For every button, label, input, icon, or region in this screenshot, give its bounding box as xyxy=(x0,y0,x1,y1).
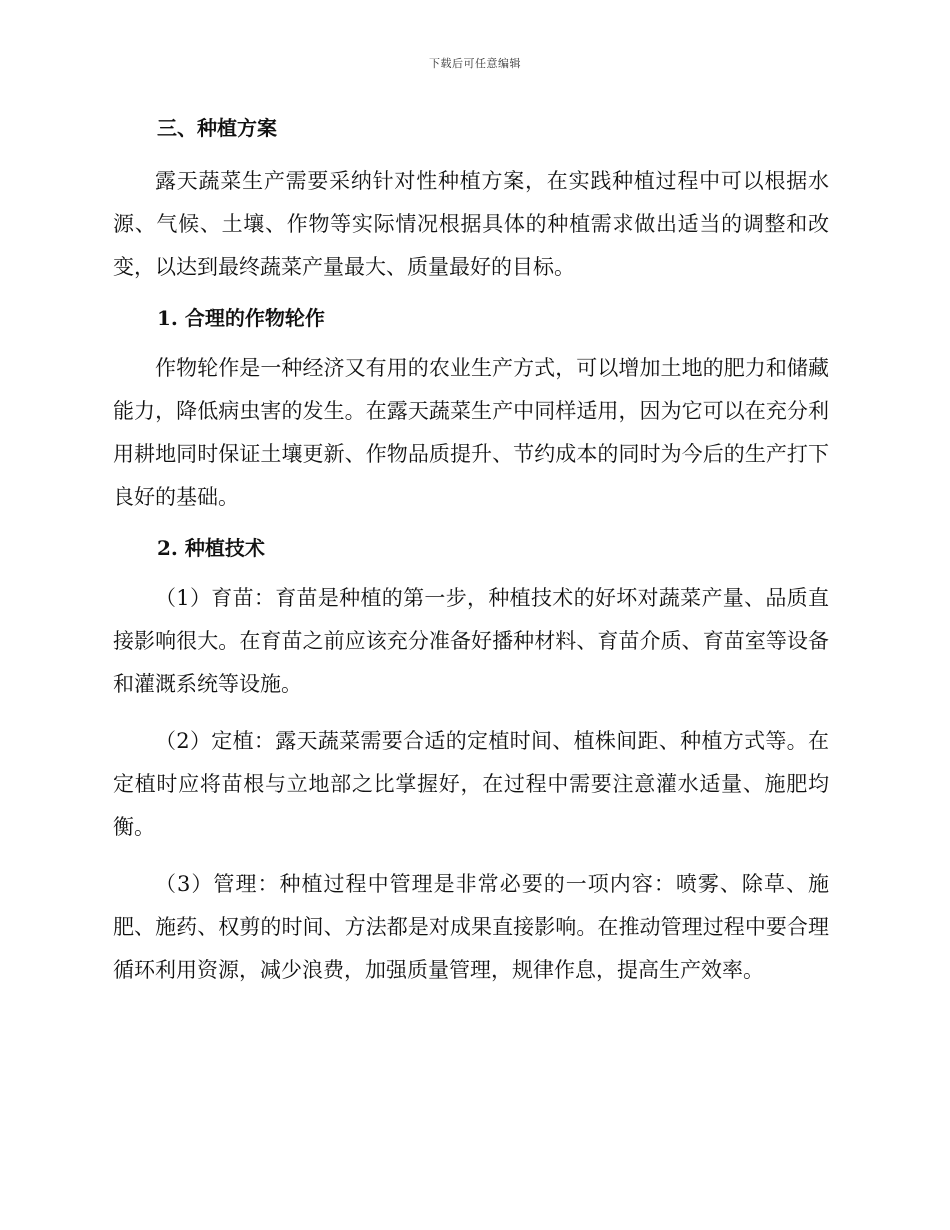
section-title: 三、种植方案 xyxy=(157,116,277,140)
technique-item-transplanting: （2）定植：露天蔬菜需要合适的定植时间、植株间距、种植方式等。在定植时应将苗根与立地部之比掌握好，在过程中需要注意灌水适量、施肥均衡。 xyxy=(113,729,829,839)
subsection-title-crop-rotation: 1. 合理的作物轮作 xyxy=(157,306,325,330)
subsection-title-planting-technique: 2. 种植技术 xyxy=(157,536,265,560)
crop-rotation-paragraph: 作物轮作是一种经济又有用的农业生产方式，可以增加土地的肥力和储藏能力，降低病虫害的发生。在露天蔬菜生产中同样适用，因为它可以在充分利用耕地同时保证土壤更新、作物品质提升、节约成本的同时为今后的生产打下良好的基础。 xyxy=(113,356,829,509)
technique-item-management: （3）管理：种植过程中管理是非常必要的一项内容：喷雾、除草、施肥、施药、权剪的时间、方法都是对成果直接影响。在推动管理过程中要合理循环利用资源，减少浪费，加强质量管理，规律作息，提高生产效率。 xyxy=(113,872,829,982)
page-header-note: 下载后可任意编辑 xyxy=(429,57,521,70)
section-intro-paragraph: 露天蔬菜生产需要采纳针对性种植方案，在实践种植过程中可以根据水源、气候、土壤、作物等实际情况根据具体的种植需求做出适当的调整和改变，以达到最终蔬菜产量最大、质量最好的目标。 xyxy=(113,169,829,279)
technique-item-seedling: （1）育苗：育苗是种植的第一步，种植技术的好坏对蔬菜产量、品质直接影响很大。在育苗之前应该充分准备好播种材料、育苗介质、育苗室等设备和灌溉系统等设施。 xyxy=(113,586,829,696)
document-body xyxy=(113,108,829,1006)
